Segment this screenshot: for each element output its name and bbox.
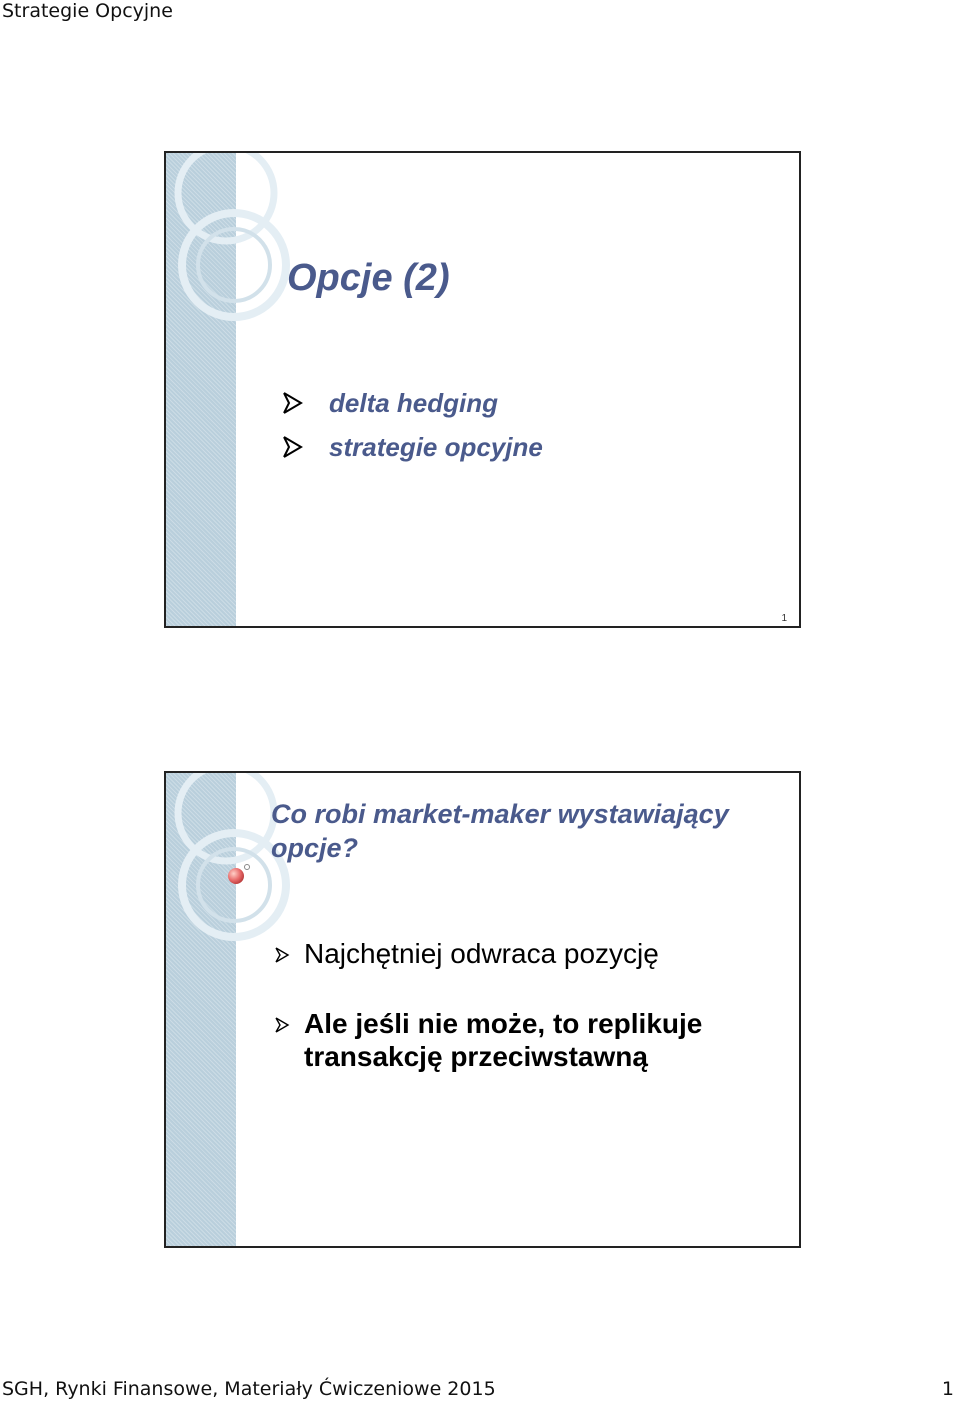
bullet-list (274, 937, 724, 1073)
list-item (281, 381, 543, 425)
red-dot-icon (226, 861, 256, 891)
slide-title: Opcje (2) (287, 257, 450, 299)
arrow-bullet-icon (274, 945, 304, 965)
list-item (274, 937, 724, 970)
list-item (281, 425, 543, 469)
slide-2 (164, 771, 801, 1248)
page-header: Strategie Opcyjne (2, 0, 173, 22)
slide-1 (164, 151, 801, 628)
bullet-text: Najchętniej odwraca pozycję (304, 938, 659, 969)
page-footer: SGH, Rynki Finansowe, Materiały Ćwiczeniowe 2015 (2, 1378, 496, 1400)
arrow-bullet-icon (274, 1015, 304, 1035)
bullet-list (281, 381, 543, 469)
arrow-bullet-icon (281, 391, 329, 415)
bullet-text: Ale jeśli nie może, to replikuje transakcję przeciwstawną (304, 1008, 703, 1072)
bullet-text: strategie opcyjne (329, 431, 543, 462)
slide-number: 1 (781, 613, 787, 624)
bullet-text: delta hedging (329, 387, 498, 418)
arrow-bullet-icon (281, 435, 329, 459)
page-number: 1 (941, 1378, 954, 1400)
ring-decoration-icon (166, 153, 306, 333)
slide-title: Co robi market-maker wystawiający opcje? (271, 799, 729, 863)
list-item (274, 1007, 724, 1073)
